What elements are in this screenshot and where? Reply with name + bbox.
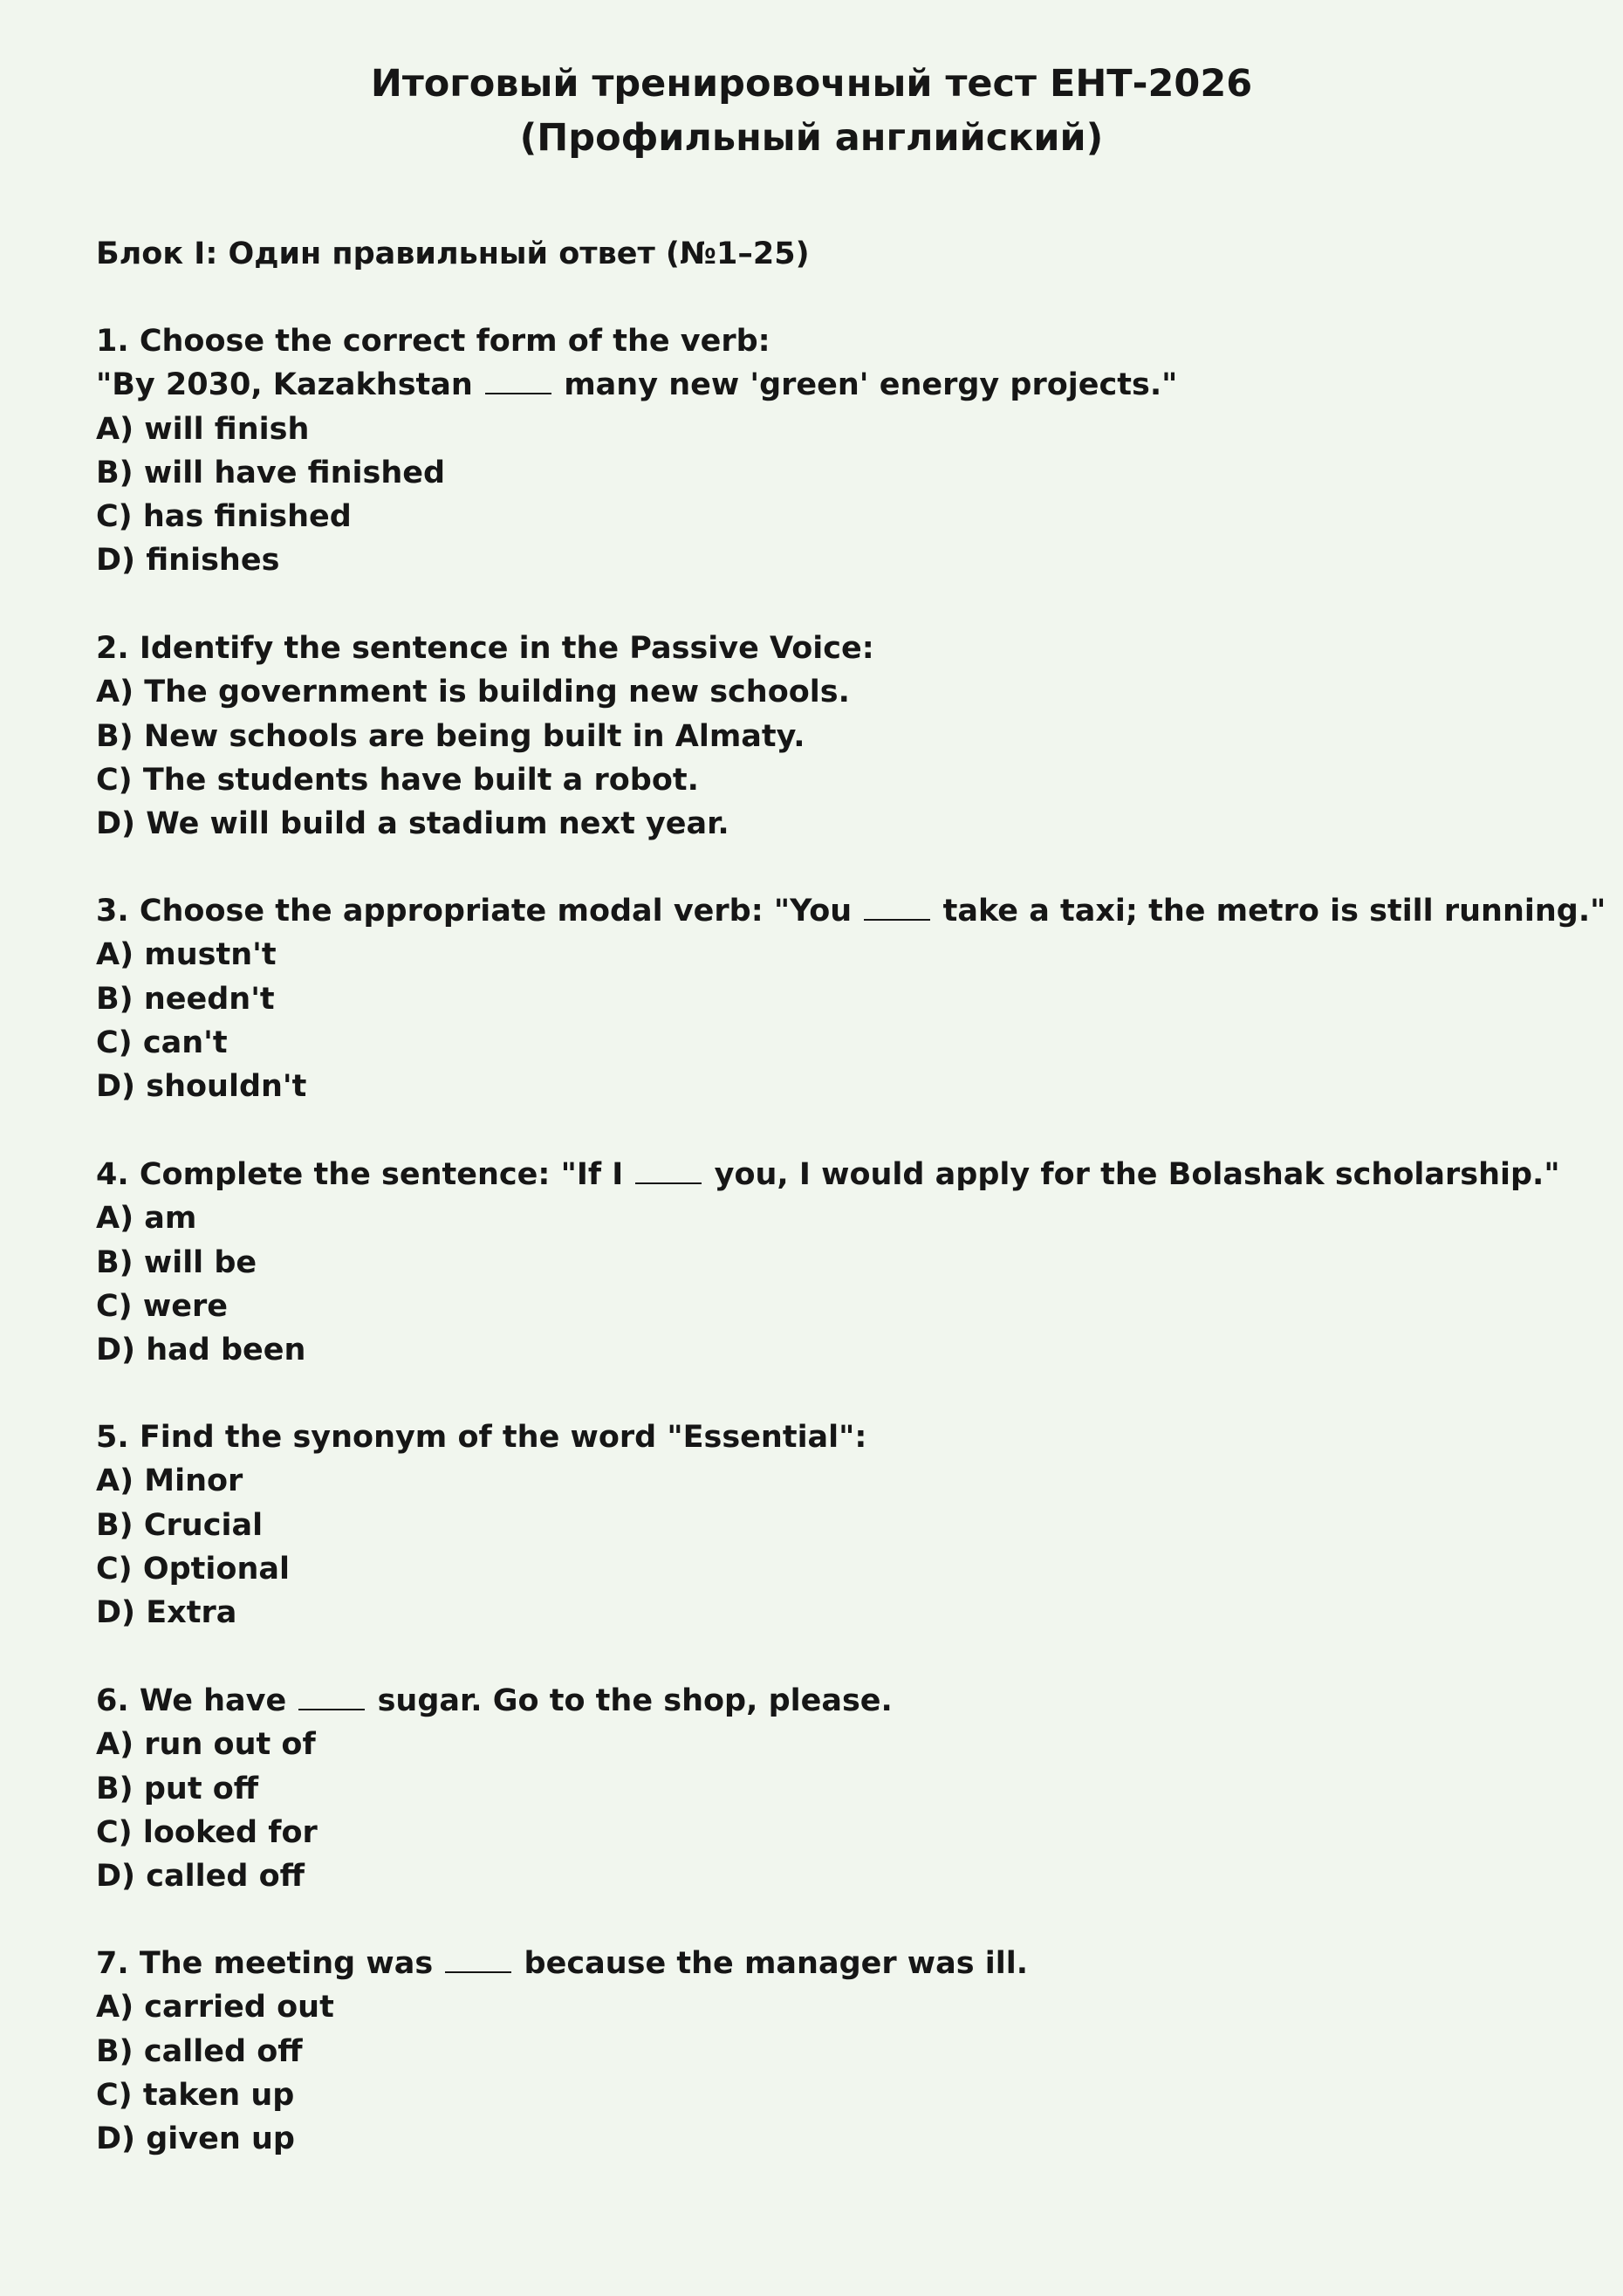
answer-blank: [635, 1153, 702, 1184]
page-title: Итоговый тренировочный тест ЕНТ-2026: [370, 62, 1253, 106]
question-6: [96, 1679, 1544, 1898]
sentence-start: 6. We have: [96, 1683, 287, 1718]
answer-blank: [485, 363, 551, 394]
option-a[interactable]: A) run out of: [96, 1727, 316, 1763]
question-3: [96, 889, 1606, 1108]
sentence-end: because the manager was ill.: [524, 1946, 1029, 1981]
option-d[interactable]: D) had been: [96, 1333, 306, 1368]
option-d[interactable]: D) shouldn't: [96, 1069, 307, 1105]
option-c[interactable]: C) taken up: [96, 2077, 295, 2113]
question-prompt: [96, 1153, 1560, 1196]
sentence-end: many new 'green' energy projects.": [564, 367, 1178, 403]
question-prompt: 1. Choose the correct form of the verb:: [96, 324, 770, 359]
answer-blank: [298, 1679, 365, 1710]
sentence-end: take a taxi; the metro is still running.": [942, 894, 1606, 929]
option-d[interactable]: D) We will build a stadium next year.: [96, 806, 729, 842]
block-heading: Блок I: Один правильный ответ (№1–25): [96, 236, 810, 271]
option-b[interactable]: B) called off: [96, 2033, 303, 2069]
question-prompt: [96, 1679, 1544, 1723]
option-d[interactable]: D) finishes: [96, 543, 280, 579]
question-prompt: [96, 889, 1606, 933]
option-a[interactable]: A) will finish: [96, 411, 310, 447]
answer-blank: [864, 889, 930, 921]
sentence-start: "By 2030, Kazakhstan: [96, 367, 473, 403]
option-d[interactable]: D) given up: [96, 2121, 295, 2157]
option-b[interactable]: B) New schools are being built in Almaty.: [96, 718, 805, 754]
option-a[interactable]: A) mustn't: [96, 937, 277, 973]
option-b[interactable]: B) will have finished: [96, 455, 446, 490]
option-c[interactable]: C) The students have built a robot.: [96, 762, 699, 798]
question-1: [96, 319, 1544, 583]
option-a[interactable]: A) Minor: [96, 1463, 243, 1499]
sentence-start: 7. The meeting was: [96, 1946, 434, 1981]
option-a[interactable]: A) The government is building new schools.: [96, 675, 850, 710]
option-c[interactable]: C) has finished: [96, 499, 352, 535]
question-prompt: [96, 1942, 1544, 1985]
option-a[interactable]: A) am: [96, 1201, 197, 1237]
sentence-start: 3. Choose the appropriate modal verb: "You: [96, 894, 853, 929]
question-sentence: [96, 363, 1544, 407]
question-7: [96, 1942, 1544, 2161]
option-b[interactable]: B) put off: [96, 1771, 259, 1806]
page-subtitle: (Профильный английский): [519, 116, 1104, 160]
question-prompt: 5. Find the synonym of the word "Essential":: [96, 1420, 867, 1455]
option-b[interactable]: B) Crucial: [96, 1507, 264, 1543]
sentence-end: sugar. Go to the shop, please.: [377, 1683, 893, 1718]
option-c[interactable]: C) looked for: [96, 1814, 318, 1850]
option-b[interactable]: B) will be: [96, 1244, 257, 1280]
option-c[interactable]: C) can't: [96, 1025, 228, 1060]
option-b[interactable]: B) needn't: [96, 981, 275, 1017]
sentence-end: you, I would apply for the Bolashak scholarship.": [714, 1157, 1560, 1192]
option-c[interactable]: C) were: [96, 1288, 228, 1324]
question-2: [96, 627, 1544, 846]
question-4: [96, 1153, 1560, 1372]
answer-blank: [445, 1942, 511, 1973]
option-c[interactable]: C) Optional: [96, 1551, 290, 1587]
option-a[interactable]: A) carried out: [96, 1990, 334, 2025]
sentence-start: 4. Complete the sentence: "If I: [96, 1157, 624, 1192]
option-d[interactable]: D) called off: [96, 1859, 305, 1895]
question-prompt: 2. Identify the sentence in the Passive Voice:: [96, 631, 874, 666]
option-d[interactable]: D) Extra: [96, 1595, 237, 1631]
question-5: [96, 1415, 1544, 1635]
